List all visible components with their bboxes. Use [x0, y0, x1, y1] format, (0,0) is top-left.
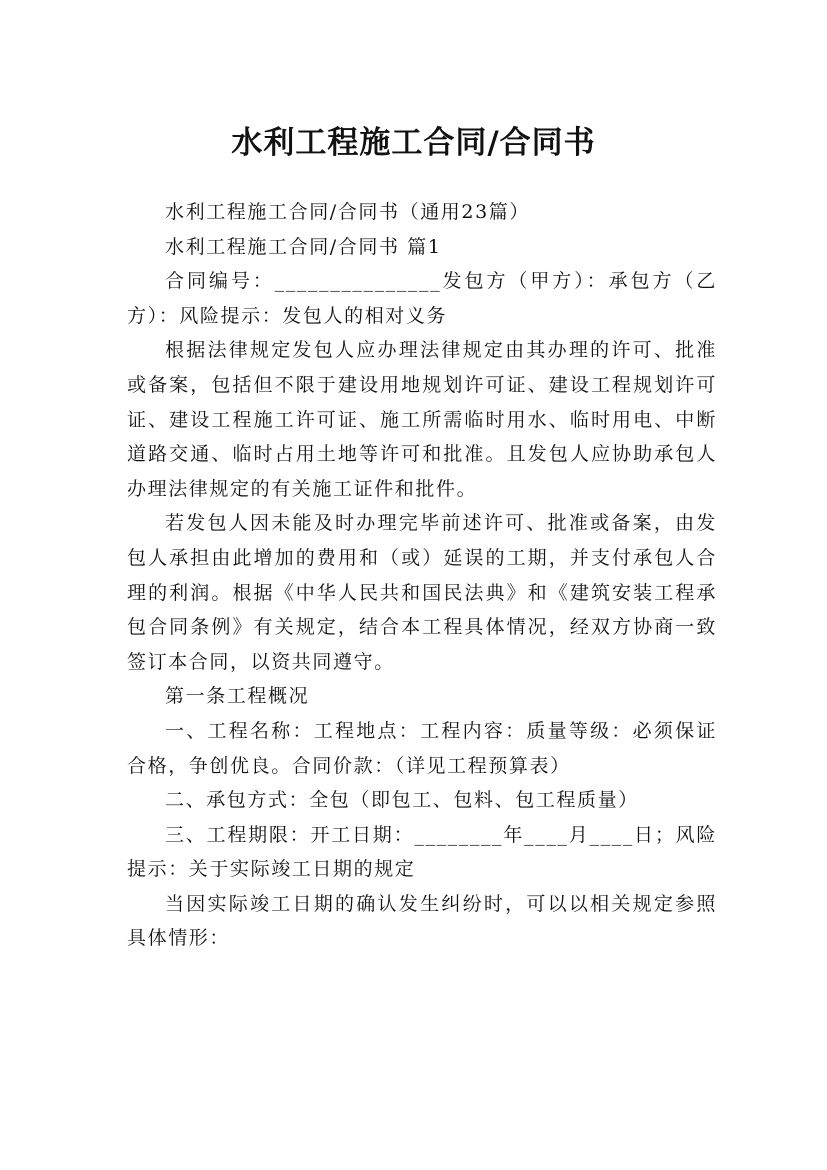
body-paragraph: 一、工程名称：工程地点：工程内容：质量等级：必须保证合格，争创优良。合同价款：（详见工程预算表）	[127, 719, 717, 777]
body-paragraph: 若发包人因未能及时办理完毕前述许可、批准或备案，由发包人承担由此增加的费用和（或）延误的工期，并支付承包人合理的利润。根据《中华人民共和国民法典》和《建筑安装工程承包合同条例》有关规定，结合本工程具体情况，经双方协商一致签订本合同，以资共同遵守。	[127, 512, 717, 673]
subtitle-paragraph: 水利工程施工合同/合同书（通用23篇）	[165, 201, 530, 223]
document-title: 水利工程施工合同/合同书	[231, 124, 596, 161]
body-paragraph: 当因实际竣工日期的确认发生纠纷时，可以以相关规定参照具体情形：	[127, 892, 717, 950]
body-paragraph: 二、承包方式：全包（即包工、包料、包工程质量）	[165, 789, 639, 812]
document-body	[127, 195, 717, 956]
body-paragraph: 根据法律规定发包人应办理法律规定由其办理的许可、批准或备案，包括但不限于建设用地规划许可证、建设工程规划许可证、建设工程施工许可证、施工所需临时用水、临时用电、中断道路交通、临时占用土地等许可和批准。且发包人应协助承包人办理法律规定的有关施工证件和批件。	[127, 339, 717, 500]
body-paragraph: 三、工程期限：开工日期：________年____月____日；风险提示：关于实际竣工日期的规定	[127, 823, 717, 881]
article-heading: 第一条工程概况	[165, 685, 310, 708]
section-heading-paragraph: 水利工程施工合同/合同书 篇1	[165, 235, 442, 258]
contract-number-paragraph: 合同编号：_______________发包方（甲方）：承包方（乙方）：风险提示：发包人的相对义务	[127, 270, 717, 327]
